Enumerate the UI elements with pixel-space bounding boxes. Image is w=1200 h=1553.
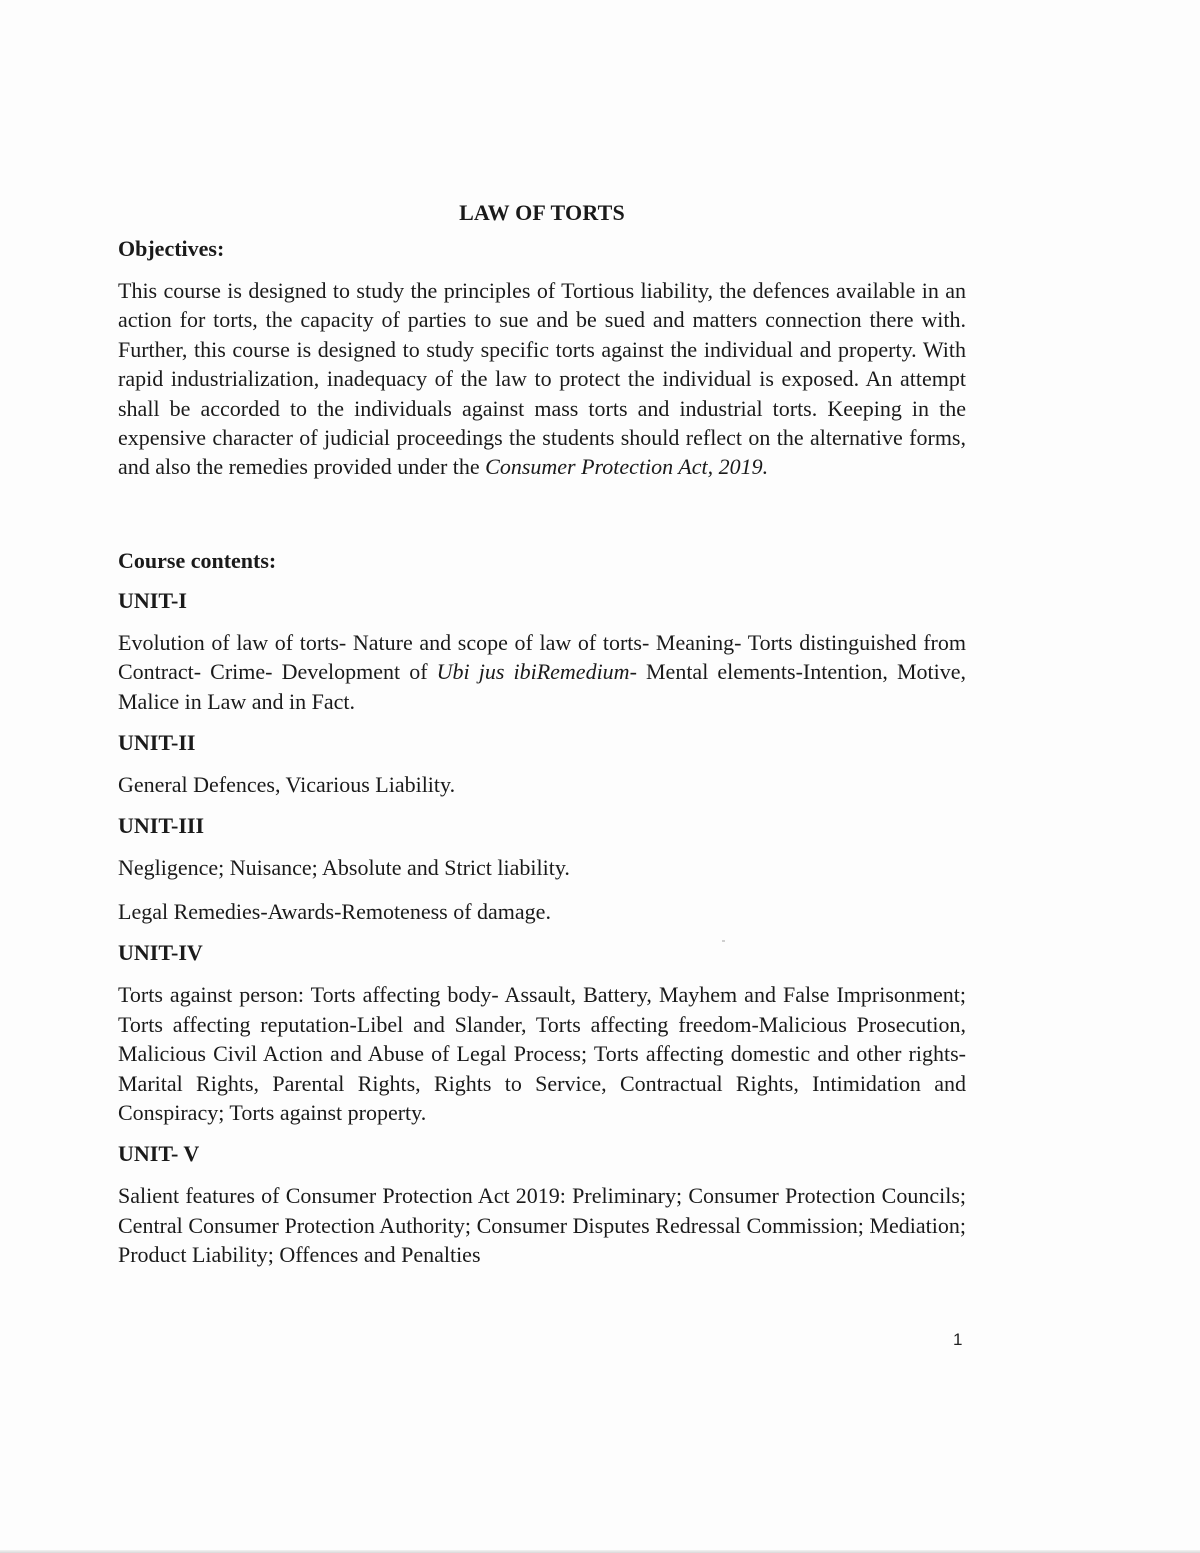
unit-5-paragraph: Salient features of Consumer Protection Act 2019: Preliminary; Consumer Protection Councils; Central Consumer Protection Authority; Consumer Disputes Redressal Commission; Mediation; Product Liability; Offences and Penalties bbox=[118, 1183, 966, 1268]
document-body bbox=[118, 200, 966, 1284]
objectives-act-reference: Consumer Protection Act, 2019. bbox=[485, 454, 769, 480]
objectives-text: This course is designed to study the principles of Tortious liability, the defences available in an action for torts, the capacity of parties to sue and be sued and matters connection there with. Further, this course is designed to study specific torts against the individual and property. With rapid industrialization, inadequacy of the law to protect the individual is exposed. An attempt shall be accorded to the individuals against mass torts and industrial torts. Keeping in the expensive character of judicial proceedings the students should reflect on the alternative forms, and also the remedies provided under the bbox=[118, 278, 966, 480]
unit-2-heading: UNIT-II bbox=[118, 730, 196, 756]
course-contents-heading: Course contents: bbox=[118, 547, 277, 573]
unit-5-heading: UNIT- V bbox=[118, 1141, 200, 1167]
unit-4-paragraph: Torts against person: Torts affecting body- Assault, Battery, Mayhem and False Imprisonment; Torts affecting reputation-Libel and Slander, Torts affecting freedom-Malicious Prosecution, Malicious Civil Action and Abuse of Legal Process; Torts affecting domestic and other rights-Marital Rights, Parental Rights, Rights to Service, Contractual Rights, Intimidation and Conspiracy; Torts against property. bbox=[118, 982, 966, 1125]
unit-4-heading: UNIT-IV bbox=[118, 940, 203, 966]
objectives-heading: Objectives: bbox=[118, 236, 225, 261]
objectives-paragraph bbox=[118, 276, 966, 482]
unit-1-text-after: - Mental elements-Intention, Motive, Malice in Law and in Fact. bbox=[118, 659, 966, 714]
unit-3-paragraph-1: Negligence; Nuisance; Absolute and Strict liability. bbox=[118, 855, 570, 881]
unit-1-latin-maxim: Ubi jus ibiRemedium bbox=[436, 659, 630, 685]
unit-1-paragraph bbox=[118, 628, 966, 716]
unit-3-heading: UNIT-III bbox=[118, 813, 205, 839]
unit-3-paragraph-2: Legal Remedies-Awards-Remoteness of damage. bbox=[118, 898, 551, 924]
document-title: LAW OF TORTS bbox=[459, 200, 625, 225]
page-number: 1 bbox=[953, 1330, 963, 1349]
scan-speck bbox=[722, 940, 725, 942]
section-spacer bbox=[118, 496, 966, 548]
unit-1-text-before: Evolution of law of torts- Nature and scope of law of torts- Meaning- Torts distinguished from Contract- Crime- Development of bbox=[118, 629, 966, 685]
unit-1-heading: UNIT-I bbox=[118, 587, 187, 613]
unit-2-paragraph: General Defences, Vicarious Liability. bbox=[118, 772, 456, 798]
